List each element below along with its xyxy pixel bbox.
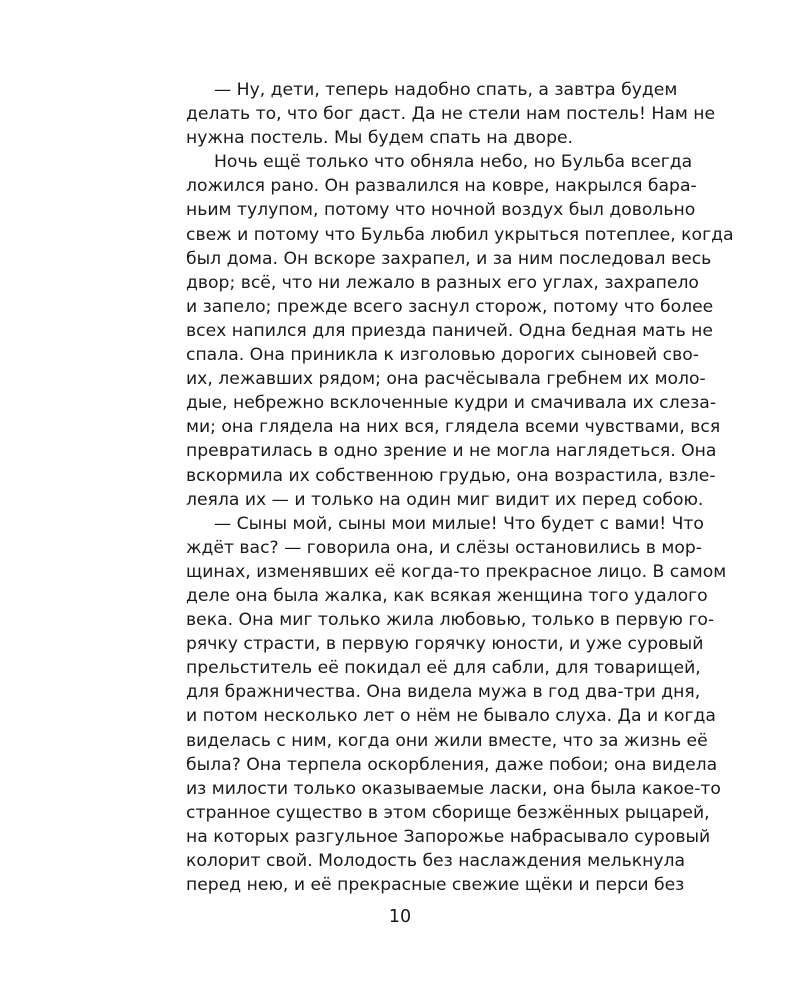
text-line: прельститель её покидал её для сабли, для товарищей, (186, 658, 701, 679)
text-line: была? Она терпела оскорбления, даже побои; она видела (186, 754, 718, 775)
text-line: щинах, изменявших её когда-то прекрасное лицо. В самом (186, 561, 727, 582)
text-line: леяла их — и только на один миг видит их перед собою. (186, 489, 704, 510)
text-line: свеж и потому что Бульба любил укрыться потеплее, когда (186, 224, 734, 245)
text-line: дые, небрежно всклоченные кудри и смачивала их слеза- (186, 393, 717, 414)
book-page-text (186, 78, 734, 897)
text-line: — Ну, дети, теперь надобно спать, а завтра будем (214, 80, 678, 100)
text-line: и потом несколько лет о нём не бывало слуха. Да и когда (186, 706, 716, 727)
text-line: всех напился для приезда паничей. Одна бедная мать не (186, 320, 713, 341)
text-line: деле она была жалка, как всякая женщина того удалого (186, 585, 708, 606)
text-line: колорит свой. Молодость без наслаждения мелькнула (186, 851, 686, 871)
text-line: виделась с ним, когда они жили вместе, что за жизнь её (186, 730, 708, 751)
text-line: спала. Она приникла к изголовью дорогих сыновей сво- (186, 345, 699, 366)
text-line: перед нею, и её прекрасные свежие щёки и перси без (186, 875, 685, 896)
text-line: рячку страсти, в первую горячку юности, и уже суровый (186, 634, 704, 655)
paragraph-3 (186, 512, 727, 898)
text-line: делать то, что бог даст. Да не стели нам постель! Нам не (186, 104, 716, 125)
text-line: вскормила их собственною грудью, она возрастила, взле- (186, 465, 716, 486)
text-line: ложился рано. Он развалился на ковре, накрылся бара- (186, 176, 697, 197)
page-number: 10 (388, 907, 412, 927)
text-line: века. Она миг только жила любовью, только в первую го- (186, 610, 715, 631)
text-line: для бражничества. Она видела мужа в год два-три дня, (186, 682, 701, 703)
paragraph-1 (186, 78, 716, 150)
paragraph-2 (186, 150, 734, 511)
text-line: двор; всё, что ни лежало в разных его углах, захрапело (186, 272, 699, 293)
text-line: на которых разгульное Запорожье набрасывало суровый (186, 826, 711, 847)
text-line: странное существо в этом сборище безжённых рыцарей, (186, 802, 710, 823)
text-line: ми; она глядела на них вся, глядела всеми чувствами, вся (186, 417, 721, 438)
text-line: из милости только оказываемые ласки, она была какое-то (186, 778, 721, 799)
text-line: ждёт вас? — говорила она, и слёзы остановились в мор- (186, 537, 702, 558)
text-line: их, лежавших рядом; она расчёсывала гребнем их моло- (186, 369, 706, 390)
text-line: ньим тулупом, потому что ночной воздух был довольно (186, 200, 696, 221)
text-line: Ночь ещё только что обняла небо, но Бульба всегда (214, 152, 693, 173)
text-line: нужна постель. Мы будем спать на дворе. (186, 128, 574, 149)
text-line: был дома. Он вскоре захрапел, и за ним последовал весь (186, 248, 712, 269)
text-line: и запело; прежде всего заснул сторож, потому что более (186, 296, 714, 317)
text-line: — Сыны мой, сыны мои милые! Что будет с вами! Что (214, 513, 704, 534)
text-line: превратилась в одно зрение и не могла наглядеться. Она (186, 441, 717, 462)
